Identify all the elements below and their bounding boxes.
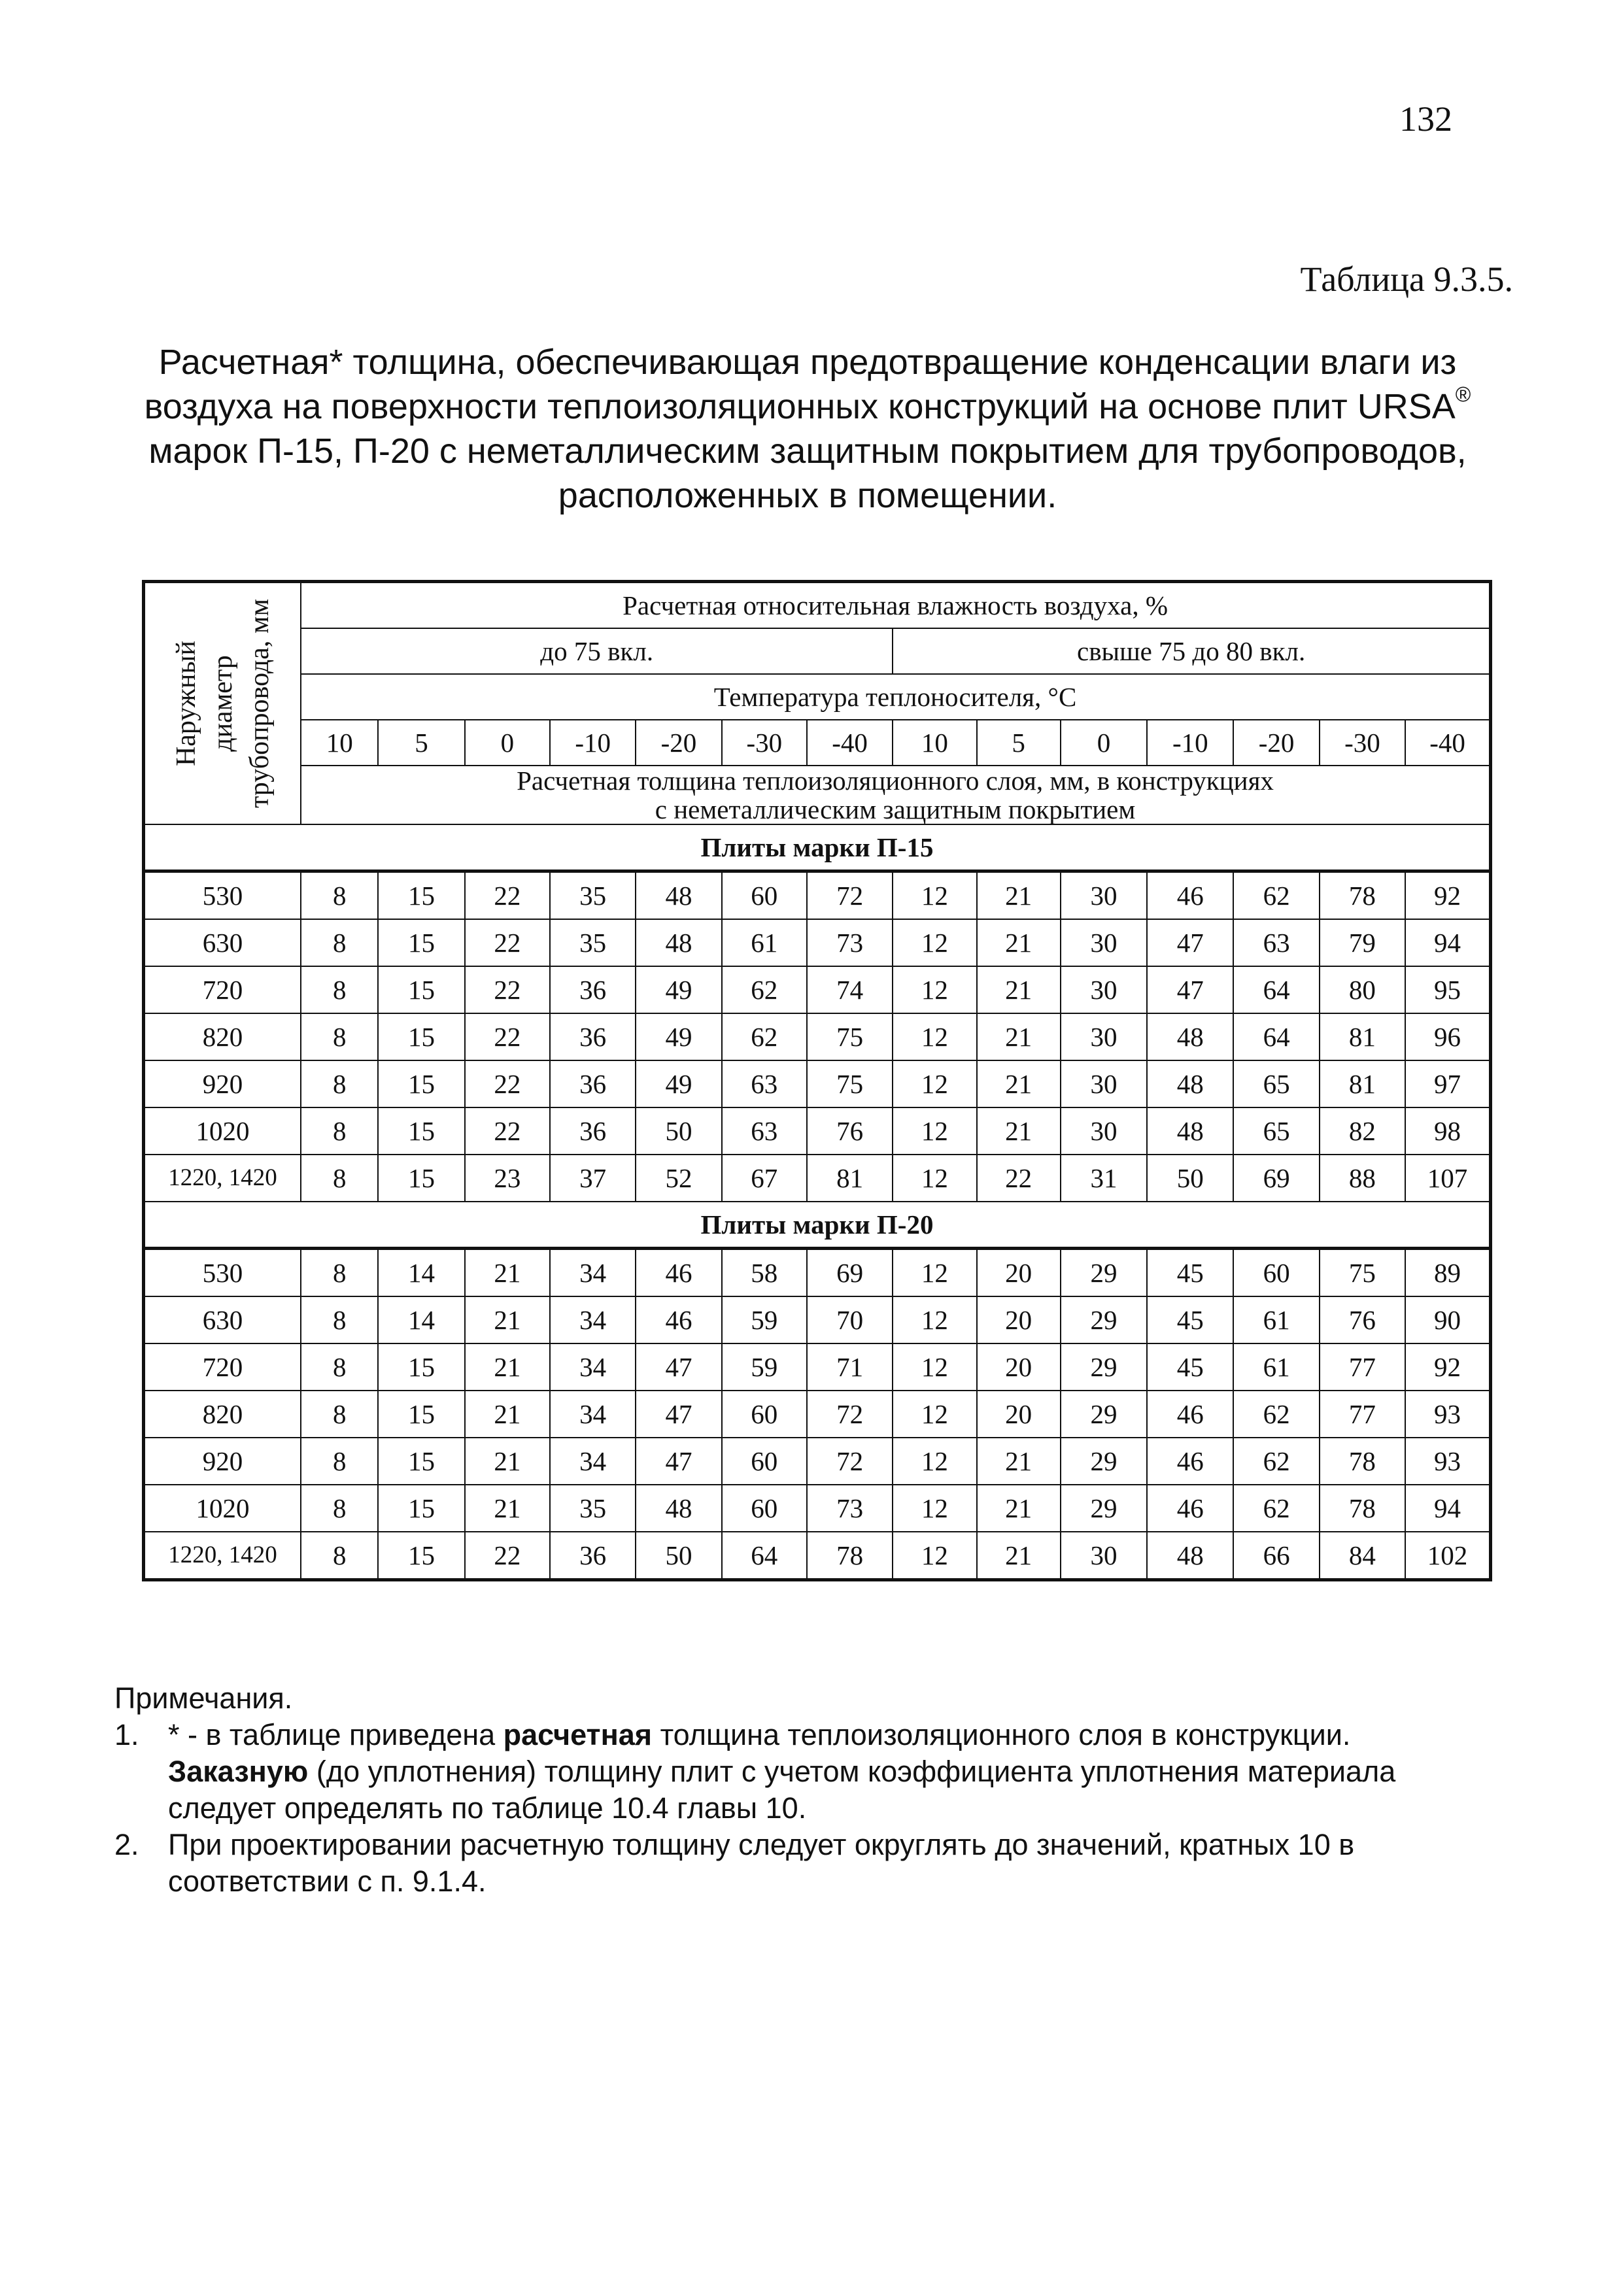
diameter-header-line-3: трубопровода, мм: [244, 598, 275, 809]
table-row: [144, 1107, 1491, 1155]
thickness-cell: 22: [465, 1532, 550, 1580]
thickness-header: [301, 766, 1490, 824]
thickness-cell: 64: [722, 1532, 807, 1580]
thickness-cell: 21: [465, 1391, 550, 1438]
thickness-cell: 72: [807, 871, 893, 920]
thickness-cell: 71: [807, 1343, 893, 1391]
thickness-cell: 12: [893, 966, 976, 1013]
note-2-number: 2.: [114, 1828, 139, 1861]
diameter-header-line-2: диаметр: [207, 655, 238, 752]
title-line-2-text: воздуха на поверхности теплоизоляционных конструкций на основе плит URSA: [144, 387, 1456, 426]
thickness-cell: 47: [636, 1343, 721, 1391]
thickness-cell: 95: [1405, 966, 1490, 1013]
thickness-cell: 23: [465, 1155, 550, 1202]
thickness-cell: 21: [977, 1060, 1061, 1107]
title-line-3: марок П-15, П-20 с неметаллическим защитным покрытием для трубопроводов,: [148, 431, 1467, 471]
table-row: [144, 1438, 1491, 1485]
thickness-cell: 78: [1320, 1485, 1405, 1532]
section-title: Плиты марки П-20: [144, 1202, 1491, 1249]
diameter-cell: 1020: [144, 1485, 301, 1532]
thickness-cell: 78: [1320, 871, 1405, 920]
thickness-header-line-2: с неметаллическим защитным покрытием: [655, 794, 1136, 824]
note-1-text-b: толщина теплоизоляционного слоя в конструкции.: [652, 1718, 1351, 1751]
temperature-cell: -20: [1233, 720, 1319, 766]
header-row-temperature: [144, 674, 1491, 720]
diameter-cell: 1220, 1420: [144, 1155, 301, 1202]
temperature-cell: -10: [550, 720, 636, 766]
table-row: [144, 1485, 1491, 1532]
thickness-table: [142, 580, 1492, 1581]
thickness-cell: 21: [977, 1438, 1061, 1485]
diameter-cell: 630: [144, 919, 301, 966]
temperature-cell: 10: [301, 720, 378, 766]
thickness-cell: 22: [977, 1155, 1061, 1202]
thickness-cell: 81: [807, 1155, 893, 1202]
thickness-cell: 62: [1233, 1438, 1319, 1485]
thickness-cell: 47: [1147, 966, 1233, 1013]
thickness-cell: 12: [893, 1013, 976, 1060]
thickness-cell: 30: [1061, 1013, 1147, 1060]
thickness-cell: 12: [893, 1391, 976, 1438]
thickness-cell: 62: [1233, 1391, 1319, 1438]
thickness-cell: 69: [807, 1249, 893, 1297]
thickness-cell: 65: [1233, 1107, 1319, 1155]
thickness-cell: 30: [1061, 966, 1147, 1013]
thickness-cell: 45: [1147, 1343, 1233, 1391]
header-row-groups: [144, 628, 1491, 674]
thickness-cell: 15: [378, 919, 464, 966]
thickness-cell: 36: [550, 1107, 636, 1155]
thickness-cell: 80: [1320, 966, 1405, 1013]
thickness-cell: 75: [807, 1013, 893, 1060]
thickness-cell: 8: [301, 966, 378, 1013]
thickness-cell: 82: [1320, 1107, 1405, 1155]
thickness-cell: 12: [893, 1107, 976, 1155]
thickness-cell: 15: [378, 1438, 464, 1485]
thickness-cell: 62: [1233, 871, 1319, 920]
diameter-header-cell: [144, 582, 301, 825]
thickness-cell: 8: [301, 919, 378, 966]
thickness-cell: 50: [636, 1107, 721, 1155]
thickness-cell: 34: [550, 1249, 636, 1297]
thickness-cell: 47: [1147, 919, 1233, 966]
thickness-cell: 72: [807, 1438, 893, 1485]
header-row-humidity: [144, 582, 1491, 629]
thickness-cell: 22: [465, 966, 550, 1013]
diameter-cell: 820: [144, 1013, 301, 1060]
thickness-cell: 37: [550, 1155, 636, 1202]
thickness-cell: 12: [893, 1060, 976, 1107]
thickness-cell: 65: [1233, 1060, 1319, 1107]
thickness-cell: 22: [465, 919, 550, 966]
temperature-cell: 5: [977, 720, 1061, 766]
diameter-header: [168, 599, 278, 808]
thickness-cell: 50: [1147, 1155, 1233, 1202]
thickness-cell: 30: [1061, 1060, 1147, 1107]
thickness-cell: 69: [1233, 1155, 1319, 1202]
thickness-cell: 70: [807, 1296, 893, 1343]
table-row: [144, 1343, 1491, 1391]
note-1-bold-b: Заказную: [168, 1755, 309, 1788]
table-row: [144, 966, 1491, 1013]
thickness-cell: 12: [893, 1438, 976, 1485]
thickness-cell: 8: [301, 1249, 378, 1297]
thickness-cell: 21: [977, 1107, 1061, 1155]
thickness-header-line-1: Расчетная толщина теплоизоляционного слоя, мм, в конструкциях: [517, 766, 1274, 796]
thickness-cell: 73: [807, 1485, 893, 1532]
thickness-cell: 76: [807, 1107, 893, 1155]
thickness-cell: 60: [722, 1438, 807, 1485]
thickness-cell: 73: [807, 919, 893, 966]
thickness-cell: 29: [1061, 1343, 1147, 1391]
thickness-cell: 15: [378, 1060, 464, 1107]
thickness-cell: 21: [977, 1013, 1061, 1060]
thickness-cell: 62: [722, 1013, 807, 1060]
thickness-cell: 48: [1147, 1013, 1233, 1060]
thickness-cell: 15: [378, 1532, 464, 1580]
thickness-cell: 97: [1405, 1060, 1490, 1107]
temperature-cell: -20: [636, 720, 721, 766]
thickness-cell: 34: [550, 1343, 636, 1391]
thickness-cell: 48: [636, 1485, 721, 1532]
temperature-cell: 5: [378, 720, 464, 766]
thickness-cell: 35: [550, 919, 636, 966]
thickness-cell: 12: [893, 1485, 976, 1532]
thickness-cell: 12: [893, 919, 976, 966]
thickness-cell: 94: [1405, 1485, 1490, 1532]
thickness-cell: 62: [722, 966, 807, 1013]
thickness-cell: 22: [465, 1107, 550, 1155]
thickness-cell: 30: [1061, 1107, 1147, 1155]
thickness-cell: 8: [301, 1391, 378, 1438]
note-1-line-2: [168, 1753, 1520, 1790]
thickness-cell: 52: [636, 1155, 721, 1202]
diameter-cell: 820: [144, 1391, 301, 1438]
thickness-cell: 8: [301, 1485, 378, 1532]
thickness-cell: 62: [1233, 1485, 1319, 1532]
thickness-cell: 49: [636, 1013, 721, 1060]
thickness-cell: 48: [1147, 1532, 1233, 1580]
section-row: [144, 824, 1491, 871]
header-row-thickness: [144, 766, 1491, 824]
thickness-cell: 15: [378, 1107, 464, 1155]
thickness-cell: 29: [1061, 1438, 1147, 1485]
thickness-cell: 29: [1061, 1249, 1147, 1297]
diameter-cell: 920: [144, 1060, 301, 1107]
table-number: Таблица 9.3.5.: [1300, 260, 1513, 299]
thickness-cell: 50: [636, 1532, 721, 1580]
thickness-cell: 46: [1147, 871, 1233, 920]
note-2: [114, 1827, 1520, 1900]
thickness-cell: 20: [977, 1249, 1061, 1297]
thickness-cell: 94: [1405, 919, 1490, 966]
thickness-cell: 93: [1405, 1391, 1490, 1438]
thickness-cell: 12: [893, 1155, 976, 1202]
diameter-header-line-1: Наружный: [171, 640, 201, 767]
thickness-cell: 46: [636, 1249, 721, 1297]
note-1-bold-a: расчетная: [503, 1718, 653, 1751]
thickness-cell: 67: [722, 1155, 807, 1202]
thickness-cell: 8: [301, 1343, 378, 1391]
thickness-cell: 46: [1147, 1438, 1233, 1485]
diameter-cell: 1220, 1420: [144, 1532, 301, 1580]
thickness-cell: 30: [1061, 1532, 1147, 1580]
thickness-cell: 20: [977, 1391, 1061, 1438]
thickness-cell: 35: [550, 1485, 636, 1532]
thickness-cell: 90: [1405, 1296, 1490, 1343]
thickness-cell: 96: [1405, 1013, 1490, 1060]
thickness-cell: 14: [378, 1296, 464, 1343]
thickness-cell: 21: [465, 1485, 550, 1532]
thickness-cell: 15: [378, 871, 464, 920]
humidity-group-1: до 75 вкл.: [301, 628, 893, 674]
thickness-cell: 64: [1233, 966, 1319, 1013]
humidity-header: Расчетная относительная влажность воздуха, %: [301, 582, 1490, 629]
thickness-cell: 34: [550, 1391, 636, 1438]
temperature-cell: 0: [465, 720, 550, 766]
thickness-cell: 49: [636, 1060, 721, 1107]
thickness-cell: 15: [378, 1343, 464, 1391]
note-1-number: 1.: [114, 1718, 139, 1751]
thickness-cell: 34: [550, 1438, 636, 1485]
thickness-cell: 15: [378, 1485, 464, 1532]
table-row: [144, 1155, 1491, 1202]
thickness-cell: 102: [1405, 1532, 1490, 1580]
thickness-cell: 8: [301, 1296, 378, 1343]
thickness-cell: 15: [378, 966, 464, 1013]
thickness-cell: 12: [893, 871, 976, 920]
thickness-cell: 60: [722, 1391, 807, 1438]
thickness-cell: 20: [977, 1296, 1061, 1343]
table-row: [144, 1296, 1491, 1343]
section-row: [144, 1202, 1491, 1249]
thickness-cell: 77: [1320, 1343, 1405, 1391]
thickness-cell: 46: [1147, 1391, 1233, 1438]
thickness-cell: 60: [722, 871, 807, 920]
thickness-cell: 30: [1061, 919, 1147, 966]
thickness-cell: 81: [1320, 1060, 1405, 1107]
thickness-cell: 45: [1147, 1296, 1233, 1343]
thickness-cell: 48: [636, 871, 721, 920]
thickness-cell: 46: [1147, 1485, 1233, 1532]
thickness-cell: 21: [977, 1485, 1061, 1532]
table-row: [144, 919, 1491, 966]
thickness-cell: 88: [1320, 1155, 1405, 1202]
registered-mark: ®: [1455, 382, 1471, 406]
thickness-cell: 76: [1320, 1296, 1405, 1343]
thickness-cell: 8: [301, 1532, 378, 1580]
header-row-temperatures: [144, 720, 1491, 766]
thickness-cell: 61: [722, 919, 807, 966]
thickness-cell: 75: [1320, 1249, 1405, 1297]
diameter-cell: 1020: [144, 1107, 301, 1155]
note-2-line-2: соответствии с п. 9.1.4.: [168, 1865, 486, 1898]
thickness-cell: 93: [1405, 1438, 1490, 1485]
thickness-cell: 46: [636, 1296, 721, 1343]
thickness-cell: 49: [636, 966, 721, 1013]
thickness-cell: 48: [1147, 1107, 1233, 1155]
title-line-2: [98, 384, 1517, 429]
thickness-cell: 60: [1233, 1249, 1319, 1297]
thickness-cell: 12: [893, 1343, 976, 1391]
note-1-text-a: * - в таблице приведена: [168, 1718, 503, 1751]
thickness-cell: 21: [465, 1343, 550, 1391]
diameter-cell: 530: [144, 871, 301, 920]
table-title: [98, 340, 1517, 518]
thickness-cell: 74: [807, 966, 893, 1013]
thickness-cell: 12: [893, 1532, 976, 1580]
thickness-cell: 8: [301, 1107, 378, 1155]
section-title: Плиты марки П-15: [144, 824, 1491, 871]
temperature-cell: 10: [893, 720, 976, 766]
temperature-cell: -30: [1320, 720, 1405, 766]
thickness-cell: 21: [977, 1532, 1061, 1580]
thickness-cell: 47: [636, 1438, 721, 1485]
thickness-cell: 21: [465, 1296, 550, 1343]
thickness-cell: 15: [378, 1155, 464, 1202]
thickness-cell: 29: [1061, 1391, 1147, 1438]
thickness-cell: 29: [1061, 1485, 1147, 1532]
thickness-cell: 63: [722, 1107, 807, 1155]
thickness-cell: 36: [550, 1013, 636, 1060]
thickness-cell: 8: [301, 1155, 378, 1202]
temperature-cell: -30: [722, 720, 807, 766]
table-row: [144, 1532, 1491, 1580]
thickness-cell: 8: [301, 1060, 378, 1107]
thickness-cell: 78: [807, 1532, 893, 1580]
table-row: [144, 1060, 1491, 1107]
thickness-cell: 22: [465, 1060, 550, 1107]
thickness-cell: 36: [550, 1532, 636, 1580]
thickness-cell: 21: [977, 919, 1061, 966]
thickness-cell: 47: [636, 1391, 721, 1438]
table-row: [144, 1391, 1491, 1438]
thickness-cell: 8: [301, 1013, 378, 1060]
thickness-cell: 35: [550, 871, 636, 920]
table-row: [144, 1249, 1491, 1297]
thickness-cell: 14: [378, 1249, 464, 1297]
thickness-cell: 21: [465, 1438, 550, 1485]
title-line-1: Расчетная* толщина, обеспечивающая предотвращение конденсации влаги из: [158, 343, 1457, 382]
note-1: [114, 1717, 1520, 1827]
thickness-cell: 8: [301, 1438, 378, 1485]
diameter-cell: 630: [144, 1296, 301, 1343]
thickness-cell: 92: [1405, 1343, 1490, 1391]
thickness-cell: 15: [378, 1013, 464, 1060]
thickness-cell: 36: [550, 1060, 636, 1107]
thickness-cell: 12: [893, 1296, 976, 1343]
thickness-cell: 21: [977, 966, 1061, 1013]
thickness-cell: 77: [1320, 1391, 1405, 1438]
diameter-cell: 720: [144, 966, 301, 1013]
temperature-cell: 0: [1061, 720, 1147, 766]
note-1-line-1: [168, 1717, 1520, 1753]
thickness-cell: 8: [301, 871, 378, 920]
thickness-cell: 31: [1061, 1155, 1147, 1202]
thickness-cell: 12: [893, 1249, 976, 1297]
thickness-cell: 22: [465, 871, 550, 920]
thickness-cell: 81: [1320, 1013, 1405, 1060]
thickness-cell: 61: [1233, 1343, 1319, 1391]
diameter-cell: 920: [144, 1438, 301, 1485]
table-row: [144, 871, 1491, 920]
title-line-4: расположенных в помещении.: [558, 476, 1057, 515]
diameter-cell: 720: [144, 1343, 301, 1391]
thickness-cell: 63: [722, 1060, 807, 1107]
thickness-cell: 84: [1320, 1532, 1405, 1580]
temperature-cell: -40: [1405, 720, 1490, 766]
thickness-cell: 34: [550, 1296, 636, 1343]
temperature-cell: -10: [1147, 720, 1233, 766]
thickness-cell: 59: [722, 1296, 807, 1343]
diameter-cell: 530: [144, 1249, 301, 1297]
note-1-line-3: следует определять по таблице 10.4 главы 10.: [168, 1791, 807, 1825]
thickness-cell: 30: [1061, 871, 1147, 920]
thickness-cell: 107: [1405, 1155, 1490, 1202]
temperature-header: Температура теплоносителя, °С: [301, 674, 1490, 720]
thickness-cell: 21: [977, 871, 1061, 920]
thickness-cell: 75: [807, 1060, 893, 1107]
thickness-cell: 64: [1233, 1013, 1319, 1060]
thickness-cell: 58: [722, 1249, 807, 1297]
thickness-cell: 48: [1147, 1060, 1233, 1107]
thickness-cell: 45: [1147, 1249, 1233, 1297]
note-1-text-c: (до уплотнения) толщину плит с учетом коэффициента уплотнения материала: [308, 1755, 1396, 1788]
note-2-line-1: При проектировании расчетную толщину следует округлять до значений, кратных 10 в: [168, 1828, 1355, 1861]
page-number: 132: [1399, 99, 1452, 139]
thickness-cell: 89: [1405, 1249, 1490, 1297]
thickness-cell: 60: [722, 1485, 807, 1532]
thickness-cell: 98: [1405, 1107, 1490, 1155]
temperature-cell: -40: [807, 720, 893, 766]
thickness-cell: 61: [1233, 1296, 1319, 1343]
thickness-cell: 36: [550, 966, 636, 1013]
thickness-cell: 79: [1320, 919, 1405, 966]
thickness-cell: 63: [1233, 919, 1319, 966]
thickness-cell: 21: [465, 1249, 550, 1297]
thickness-cell: 15: [378, 1391, 464, 1438]
thickness-cell: 59: [722, 1343, 807, 1391]
notes: [114, 1680, 1520, 1900]
thickness-cell: 22: [465, 1013, 550, 1060]
thickness-cell: 78: [1320, 1438, 1405, 1485]
thickness-cell: 92: [1405, 871, 1490, 920]
thickness-cell: 48: [636, 919, 721, 966]
notes-heading: Примечания.: [114, 1681, 293, 1715]
thickness-cell: 72: [807, 1391, 893, 1438]
thickness-cell: 29: [1061, 1296, 1147, 1343]
thickness-cell: 66: [1233, 1532, 1319, 1580]
thickness-cell: 20: [977, 1343, 1061, 1391]
humidity-group-2: свыше 75 до 80 вкл.: [893, 628, 1490, 674]
table-row: [144, 1013, 1491, 1060]
